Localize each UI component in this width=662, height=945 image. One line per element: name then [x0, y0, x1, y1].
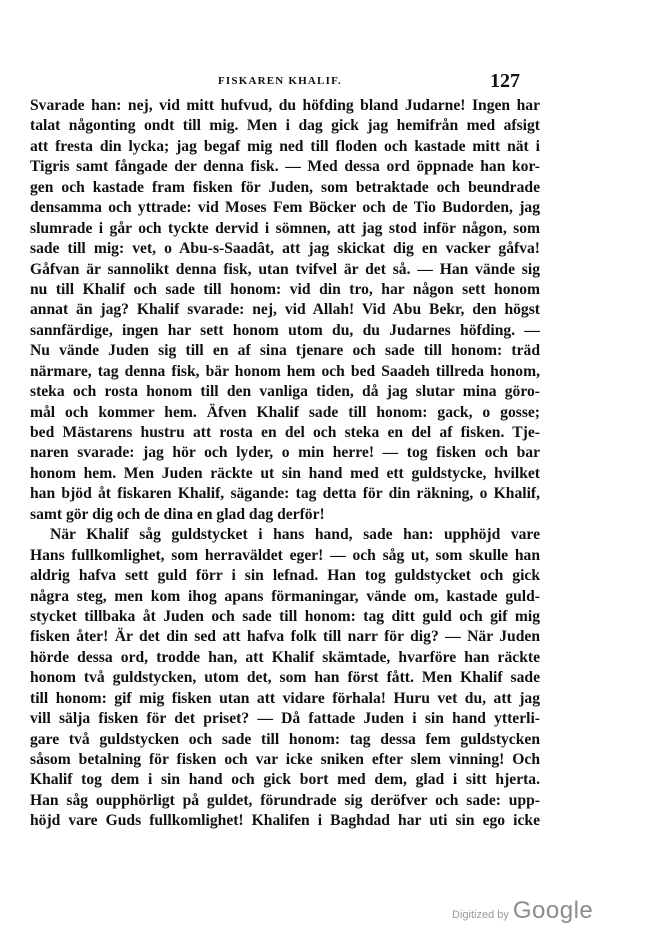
text-line: annat än jag? Khalif svarade: nej, vid Allah! Vid Abu Bekr, den högst	[30, 301, 540, 319]
text-line: till honom: gif mig fisken utan att vidare förhala! Huru vet du, att jag	[30, 689, 540, 707]
text-line: sannfärdige, ingen har sett honom utom du, du Judarnes höfding. —	[30, 321, 540, 339]
text-line: höjd vare Guds fullkomlighet! Khalifen i Baghdad har uti sin ego icke	[30, 812, 540, 830]
text-line: fisken åter! Är det din sed att hafva folk till narr för dig? — När Juden	[30, 628, 540, 646]
paragraph-end-line: samt gör dig och de dina en glad dag derför!	[30, 505, 325, 523]
page-number: 127	[490, 70, 520, 92]
watermark-prefix: Digitized by	[452, 909, 509, 921]
running-header	[0, 70, 662, 94]
text-line: såsom betalning för fisken och var icke sniken efter slem vinning! Och	[30, 751, 540, 768]
text-line: stycket tillbaka åt Juden och sade till honom: tag ditt guld och gif mig	[30, 607, 540, 625]
text-line: vill sälja fisken för det priset? — Då fattade Juden i sin hand ytterli-	[30, 710, 540, 728]
google-logo: Google	[512, 897, 594, 924]
text-line: Nu vände Juden sig till en af sina tjenare och sade till honom: träd	[30, 342, 540, 360]
text-line: några steg, men kom ihog apans förmaningar, vände om, kastade guld-	[30, 587, 540, 605]
text-line: han bjöd åt fiskaren Khalif, sägande: tag detta för din räkning, o Khalif,	[30, 485, 540, 503]
text-line: Svarade han: nej, vid mitt hufvud, du höfding bland Judarne! Ingen har	[30, 97, 540, 114]
text-line: honom två guldstycken, utom det, som han först fått. Men Khalif sade	[30, 669, 540, 687]
text-line: steka och rosta honom till den vanliga tiden, då jag slutar mina göro-	[30, 383, 540, 401]
text-line: hörde dessa ord, trodde han, att Khalif skämtade, hvarföre han räckte	[30, 648, 540, 666]
text-line: aldrig hafva sett guld förr i sin lefnad. Han tog guldstycket och gick	[30, 567, 540, 585]
paragraph-start-line: När Khalif såg guldstycket i hans hand, sade han: upphöjd vare	[50, 526, 540, 544]
chapter-title: FISKAREN KHALIF.	[218, 75, 342, 87]
text-line: slumrade i går och tyckte dervid i sömnen, att jag stod inför någon, som	[30, 219, 540, 237]
text-line: naren svarade: jag hör och lyder, o min herre! — tog fisken och bar	[30, 444, 540, 462]
text-line: honom hem. Men Juden räckte ut sin hand med ett guldstycke, hvilket	[30, 464, 540, 482]
text-line: talat någonting ondt till mig. Men i dag gick jag hemifrån med afsigt	[30, 117, 540, 135]
text-line: Hans fullkomlighet, som herraväldet eger! — och såg ut, som skulle han	[30, 546, 540, 564]
body-text	[30, 96, 540, 832]
text-line: densamma och yttrade: vid Moses Fem Böcker och de Tio Budorden, jag	[30, 199, 540, 217]
text-line: Han såg oupphörligt på guldet, förundrade sig deröfver och sade: upp-	[30, 791, 540, 809]
text-line: sade till mig: vet, o Abu-s-Saadât, att jag skickat dig en vacker gåfva!	[30, 240, 540, 258]
text-line: gen och kastade fram fisken för Juden, som betraktade och beundrade	[30, 178, 540, 196]
text-line: Khalif tog dem i sin hand och gick bort med dem, glad i sitt hjerta.	[30, 771, 540, 789]
text-line: Tigris samt fångade der denna fisk. — Med dessa ord öppnade han kor-	[30, 158, 540, 176]
text-line: nu till Khalif och sade till honom: vid din tro, har någon sett honom	[30, 280, 540, 298]
text-line: att fresta din lycka; jag begaf mig ned till floden och kastade mitt nät i	[30, 137, 540, 155]
text-line: mål och kommer hem. Äfven Khalif sade till honom: gack, o gosse;	[30, 403, 540, 421]
text-line: gare två guldstycken och sade till honom: tag dessa fem guldstycken	[30, 730, 540, 748]
text-line: Gåfvan är sannolikt denna fisk, utan tvifvel är det så. — Han vände sig	[30, 260, 540, 278]
text-line: närmare, tag denna fisk, bär honom hem och bed Saadeh tillreda honom,	[30, 362, 540, 380]
google-watermark	[452, 897, 593, 925]
text-line: bed Mästarens hustru att rosta en del och steka en del af fisken. Tje-	[30, 424, 540, 441]
